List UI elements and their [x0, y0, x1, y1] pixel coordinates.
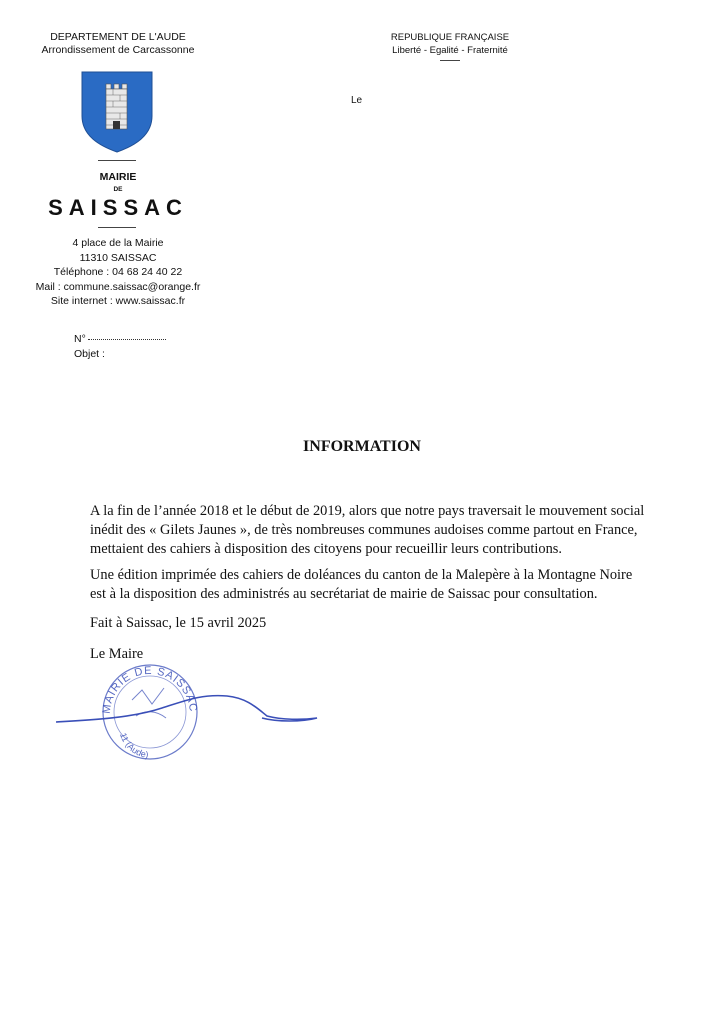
- date-label: Le: [351, 95, 363, 106]
- stamp-text-top: MAIRIE DE SAISSAC: [100, 664, 200, 715]
- contact-block: [18, 236, 218, 309]
- official-stamp-signature: [52, 660, 322, 760]
- address-postal: 11310 SAISSAC: [79, 251, 157, 264]
- number-dotted-line: [88, 339, 166, 340]
- paragraph-context: A la fin de l’année 2018 et le début de 2019, alors que notre pays traversait le mouvement social inédit des « Gilets Jaunes », de très nombreuses communes audoises comme partout en France, mettaient des cahiers à disposition des citoyens pour recueillir leurs contributions.: [90, 503, 645, 557]
- email-address: Mail : commune.saissac@orange.fr: [35, 280, 201, 293]
- paragraph-availability: Une édition imprimée des cahiers de doléances du canton de la Malepère à la Montagne Noire est à la disposition des administrés au secrétariat de mairie de Saissac pour consultation.: [90, 567, 633, 602]
- phone-number: Téléphone : 04 68 24 40 22: [53, 266, 183, 279]
- address-street: 4 place de la Mairie: [72, 237, 164, 249]
- stamp-text-bottom: 11 (Aude): [118, 731, 150, 760]
- department-name: DEPARTEMENT DE L'AUDE: [50, 31, 186, 43]
- motto-divider: [440, 60, 460, 61]
- object-label: Objet :: [74, 348, 105, 360]
- arrondissement-name: Arrondissement de Carcassonne: [41, 44, 195, 56]
- number-label: N°: [74, 333, 86, 345]
- place-date: Fait à Saissac, le 15 avril 2025: [90, 615, 267, 631]
- signatory: Le Maire: [90, 646, 144, 662]
- mairie-label: MAIRIE: [99, 171, 137, 183]
- republic-title: REPUBLIQUE FRANÇAISE: [390, 32, 510, 43]
- letterhead-department: [18, 31, 218, 57]
- castle-tower-shield-icon: [80, 70, 154, 154]
- website-address: Site internet : www.saissac.fr: [50, 295, 186, 308]
- svg-text:MAIRIE DE SAISSAC: [101, 665, 199, 715]
- reference-number: [74, 333, 166, 345]
- republic-header: [350, 31, 550, 57]
- crest-divider: [98, 160, 136, 161]
- de-label: DE: [113, 186, 123, 193]
- republic-motto: Liberté - Egalité - Fraternité: [392, 45, 508, 56]
- town-divider: [98, 227, 136, 228]
- document-title: INFORMATION: [303, 438, 421, 455]
- town-name: SAISSAC: [48, 195, 188, 220]
